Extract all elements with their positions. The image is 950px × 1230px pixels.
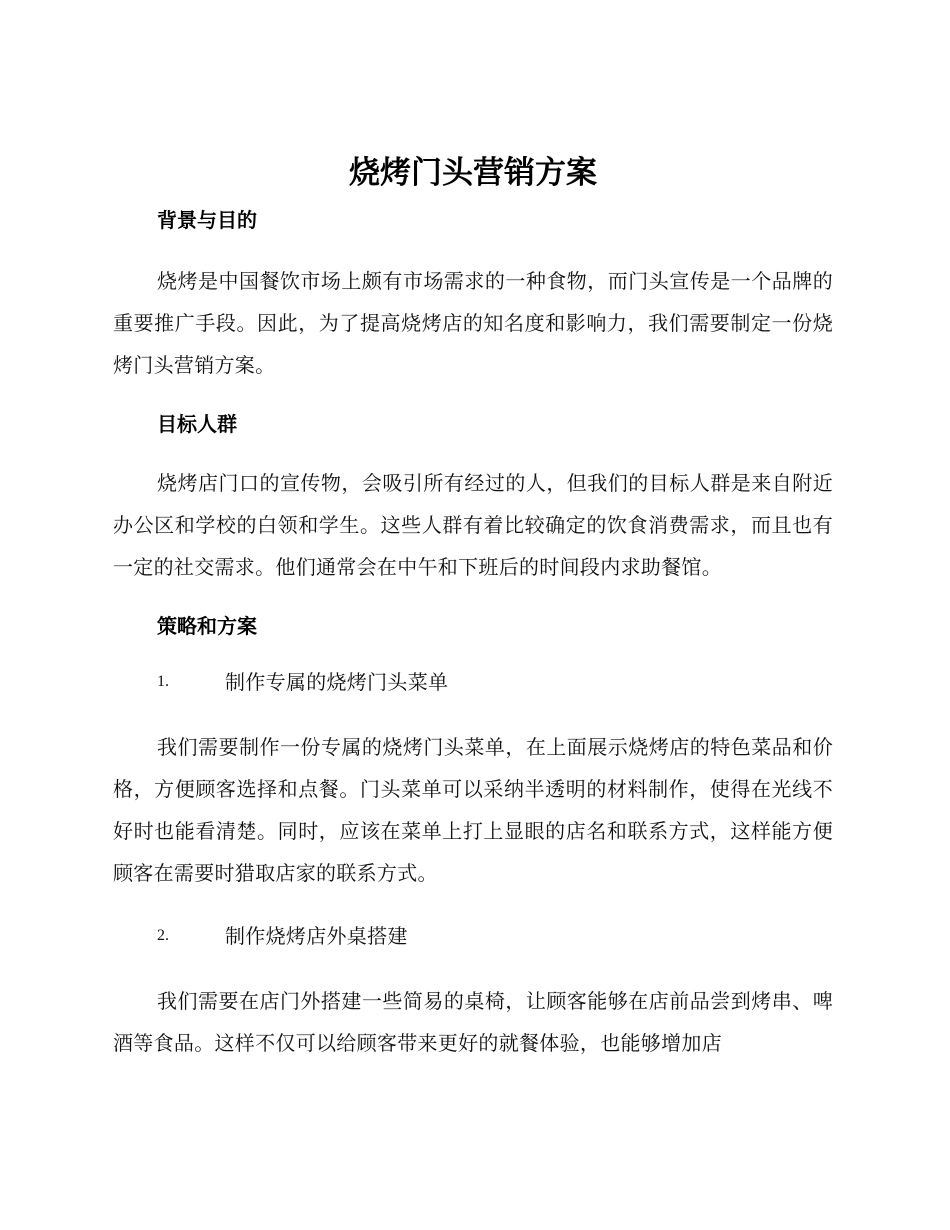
document-title: 烧烤门头营销方案 [349, 155, 597, 191]
paragraph-menu: 我们需要制作一份专属的烧烤门头菜单，在上面展示烧烤店的特色菜品和价格，方便顾客选择和点餐。门头菜单可以采纳半透明的材料制作，使得在光线不好时也能看清楚。同时，应该在菜单上打上显眼的店名和联系方式，这样能方便顾客在需要时猎取店家的联系方式。 [113, 735, 833, 885]
section-heading-background: 背景与目的 [157, 208, 257, 232]
list-item-number: 1. [157, 673, 169, 690]
list-item-number: 2. [157, 927, 169, 944]
section-heading-target-audience: 目标人群 [157, 412, 237, 436]
paragraph-target-audience: 烧烤店门口的宣传物，会吸引所有经过的人，但我们的目标人群是来自附近办公区和学校的白领和学生。这些人群有着比较确定的饮食消费需求，而且也有一定的社交需求。他们通常会在中午和下班后的时间段内求助餐馆。 [113, 471, 833, 579]
section-heading-strategy: 策略和方案 [157, 614, 257, 638]
list-item-title: 制作烧烤店外桌搭建 [225, 924, 408, 948]
list-item-menu [113, 662, 833, 702]
paragraph-outdoor-tables: 我们需要在店门外搭建一些简易的桌椅，让顾客能够在店前品尝到烤串、啤酒等食品。这样不仅可以给顾客带来更好的就餐体验，也能够增加店 [113, 989, 833, 1055]
list-item-title: 制作专属的烧烤门头菜单 [225, 670, 449, 694]
list-item-outdoor-tables [113, 916, 833, 956]
paragraph-background: 烧烤是中国餐饮市场上颇有市场需求的一种食物，而门头宣传是一个品牌的重要推广手段。因此，为了提高烧烤店的知名度和影响力，我们需要制定一份烧烤门头营销方案。 [113, 269, 833, 377]
document-page [113, 150, 833, 1064]
